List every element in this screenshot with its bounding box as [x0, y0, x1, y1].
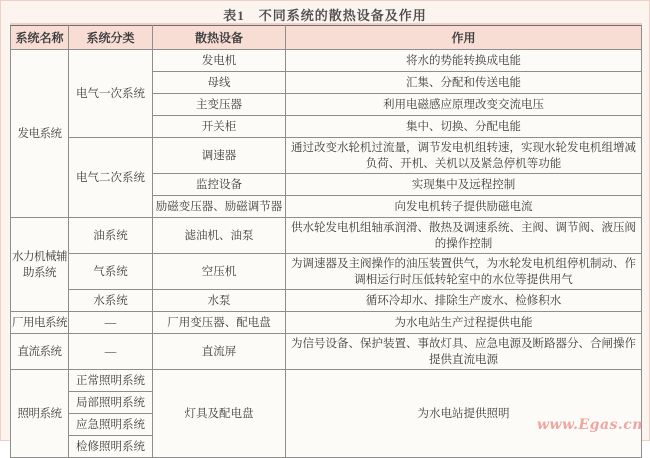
cell-equipment-name: 励磁变压器、励磁调节器 — [153, 196, 286, 218]
cell-function-description: 为信号设备、保护装置、事故灯具、应急电源及断路器分、合闸操作提供直流电源 — [286, 334, 642, 370]
cell-system-category: 电气一次系统 — [69, 50, 153, 138]
cell-system-name: 照明系统 — [11, 370, 69, 458]
cell-equipment-name: 母线 — [153, 72, 286, 94]
cell-system-name: 水力机械辅助系统 — [11, 218, 69, 312]
cell-system-name: 发电系统 — [11, 50, 69, 218]
header-system-name: 系统名称 — [11, 26, 69, 50]
cell-function-description: 将水的势能转换成电能 — [286, 50, 642, 72]
cell-equipment-name: 滤油机、油泵 — [153, 218, 286, 254]
table-body — [11, 50, 642, 458]
cell-system-category: 水系统 — [69, 290, 153, 312]
cell-equipment-name: 厂用变压器、配电盘 — [153, 312, 286, 334]
cell-system-category: 电气二次系统 — [69, 138, 153, 218]
cell-function-description: 供水轮发电机组轴承润滑、散热及调速系统、主阀、调节阀、液压阀的操作控制 — [286, 218, 642, 254]
table-row — [11, 138, 642, 174]
cell-function-description: 为水电站提供照明 — [286, 370, 642, 458]
watermark: www.Egas.cn — [536, 417, 643, 433]
cell-function-description: 为水电站生产过程提供电能 — [286, 312, 642, 334]
header-system-category: 系统分类 — [69, 26, 153, 50]
cell-system-category: — — [69, 312, 153, 334]
cell-system-name: 厂用电系统 — [11, 312, 69, 334]
table-title: 表1 不同系统的散热设备及作用 — [223, 8, 427, 23]
cell-function-description: 集中、切换、分配电能 — [286, 116, 642, 138]
table-row — [11, 254, 642, 290]
heat-dissipation-table — [10, 25, 642, 458]
header-row — [11, 26, 642, 50]
cell-equipment-name: 直流屏 — [153, 334, 286, 370]
cell-system-category: 气系统 — [69, 254, 153, 290]
cell-function-description: 向发电机转子提供励磁电流 — [286, 196, 642, 218]
cell-equipment-name: 水泵 — [153, 290, 286, 312]
table-row — [11, 370, 642, 392]
cell-system-category: 应急照明系统 — [69, 414, 153, 436]
cell-equipment-name: 空压机 — [153, 254, 286, 290]
cell-function-description: 循环冷却水、排除生产废水、检修积水 — [286, 290, 642, 312]
cell-equipment-name: 灯具及配电盘 — [153, 370, 286, 458]
cell-equipment-name: 主变压器 — [153, 94, 286, 116]
cell-equipment-name: 开关柜 — [153, 116, 286, 138]
cell-equipment-name: 调速器 — [153, 138, 286, 174]
table-row — [11, 218, 642, 254]
cell-system-category: 正常照明系统 — [69, 370, 153, 392]
cell-system-category: 局部照明系统 — [69, 392, 153, 414]
cell-equipment-name: 监控设备 — [153, 174, 286, 196]
cell-function-description: 为调速器及主阀操作的油压装置供气，为水轮发电机组停机制动、作调相运行时压低转轮室中的水位等提供用气 — [286, 254, 642, 290]
table-row — [11, 334, 642, 370]
cell-function-description: 汇集、分配和传送电能 — [286, 72, 642, 94]
table-row — [11, 50, 642, 72]
cell-equipment-name: 发电机 — [153, 50, 286, 72]
table-row — [11, 290, 642, 312]
cell-system-category: 油系统 — [69, 218, 153, 254]
cell-system-name: 直流系统 — [11, 334, 69, 370]
header-equipment: 散热设备 — [153, 26, 286, 50]
cell-system-category: — — [69, 334, 153, 370]
cell-function-description: 实现集中及远程控制 — [286, 174, 642, 196]
table-row — [11, 312, 642, 334]
cell-function-description: 通过改变水轮机过流量，调节发电机组转速，实现水轮发电机组增减负荷、开机、关机以及紧急停机等功能 — [286, 138, 642, 174]
cell-system-category: 检修照明系统 — [69, 436, 153, 458]
cell-function-description: 利用电磁感应原理改变交流电压 — [286, 94, 642, 116]
header-function: 作用 — [286, 26, 642, 50]
